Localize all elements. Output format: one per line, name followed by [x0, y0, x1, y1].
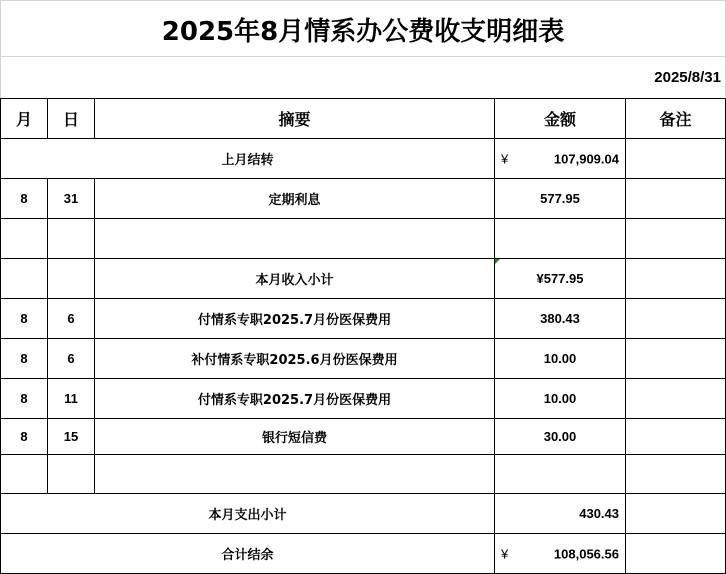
month-cell[interactable] [1, 219, 48, 259]
cell-comment-marker [495, 259, 500, 264]
total-label[interactable]: 合计结余 [1, 534, 495, 574]
carry-over-label[interactable]: 上月结转 [1, 139, 495, 179]
amount-cell[interactable]: 380.43 [495, 299, 626, 339]
carry-over-amount-cell[interactable] [495, 139, 626, 179]
month-cell[interactable]: 8 [1, 339, 48, 379]
header-note[interactable]: 备注 [626, 99, 726, 139]
day-cell[interactable] [48, 219, 95, 259]
expense-subtotal-amount[interactable]: 430.43 [495, 494, 626, 534]
empty-row [1, 219, 726, 259]
carry-over-amount: 107,909.04 [553, 151, 619, 166]
amount-cell[interactable]: 10.00 [495, 379, 626, 419]
note-cell[interactable] [626, 299, 726, 339]
total-row [1, 534, 726, 574]
income-subtotal-amount: ¥577.95 [536, 271, 584, 286]
note-cell[interactable] [626, 139, 726, 179]
note-cell[interactable] [626, 379, 726, 419]
total-amount: 108,056.56 [553, 546, 619, 561]
month-cell[interactable]: 8 [1, 299, 48, 339]
carry-over-row [1, 139, 726, 179]
currency-symbol: ¥ [501, 151, 509, 166]
month-cell[interactable]: 8 [1, 419, 48, 455]
date-row[interactable] [0, 56, 726, 99]
day-cell[interactable]: 6 [48, 299, 95, 339]
header-day[interactable]: 日 [48, 99, 95, 139]
day-cell[interactable]: 31 [48, 179, 95, 219]
note-cell[interactable] [626, 494, 726, 534]
table-row [1, 339, 726, 379]
day-cell[interactable]: 15 [48, 419, 95, 455]
summary-cell[interactable]: 银行短信费 [95, 419, 495, 455]
month-cell[interactable] [1, 455, 48, 494]
amount-cell[interactable]: 30.00 [495, 419, 626, 455]
header-month[interactable]: 月 [1, 99, 48, 139]
month-cell[interactable] [1, 259, 48, 299]
total-amount-cell[interactable] [495, 534, 626, 574]
income-subtotal-amount-cell[interactable] [495, 259, 626, 299]
table-row [1, 419, 726, 455]
summary-cell[interactable] [95, 219, 495, 259]
expense-subtotal-row [1, 494, 726, 534]
month-cell[interactable]: 8 [1, 379, 48, 419]
sheet-title[interactable]: 2025年8月情系办公费收支明细表 [0, 0, 726, 57]
note-cell[interactable] [626, 179, 726, 219]
amount-cell[interactable] [495, 219, 626, 259]
note-cell[interactable] [626, 534, 726, 574]
summary-cell[interactable] [95, 455, 495, 494]
header-summary[interactable]: 摘要 [95, 99, 495, 139]
month-cell[interactable]: 8 [1, 179, 48, 219]
note-cell[interactable] [626, 259, 726, 299]
amount-cell[interactable]: 577.95 [495, 179, 626, 219]
day-cell[interactable]: 6 [48, 339, 95, 379]
table-row [1, 179, 726, 219]
report-date: 2025/8/31 [654, 69, 721, 86]
note-cell[interactable] [626, 419, 726, 455]
summary-cell[interactable]: 付情系专职2025.7月份医保费用 [95, 299, 495, 339]
amount-cell[interactable] [495, 455, 626, 494]
summary-cell[interactable]: 付情系专职2025.7月份医保费用 [95, 379, 495, 419]
note-cell[interactable] [626, 219, 726, 259]
currency-symbol: ¥ [501, 546, 509, 561]
day-cell[interactable]: 11 [48, 379, 95, 419]
note-cell[interactable] [626, 455, 726, 494]
summary-cell[interactable]: 补付情系专职2025.6月份医保费用 [95, 339, 495, 379]
income-subtotal-row [1, 259, 726, 299]
expense-subtotal-label[interactable]: 本月支出小计 [1, 494, 495, 534]
empty-row [1, 455, 726, 494]
summary-cell[interactable]: 定期利息 [95, 179, 495, 219]
note-cell[interactable] [626, 339, 726, 379]
day-cell[interactable] [48, 455, 95, 494]
table-row [1, 299, 726, 339]
table-row [1, 379, 726, 419]
header-amount[interactable]: 金额 [495, 99, 626, 139]
amount-cell[interactable]: 10.00 [495, 339, 626, 379]
day-cell[interactable] [48, 259, 95, 299]
header-row [1, 99, 726, 139]
ledger-table [0, 98, 726, 574]
income-subtotal-label[interactable]: 本月收入小计 [95, 259, 495, 299]
